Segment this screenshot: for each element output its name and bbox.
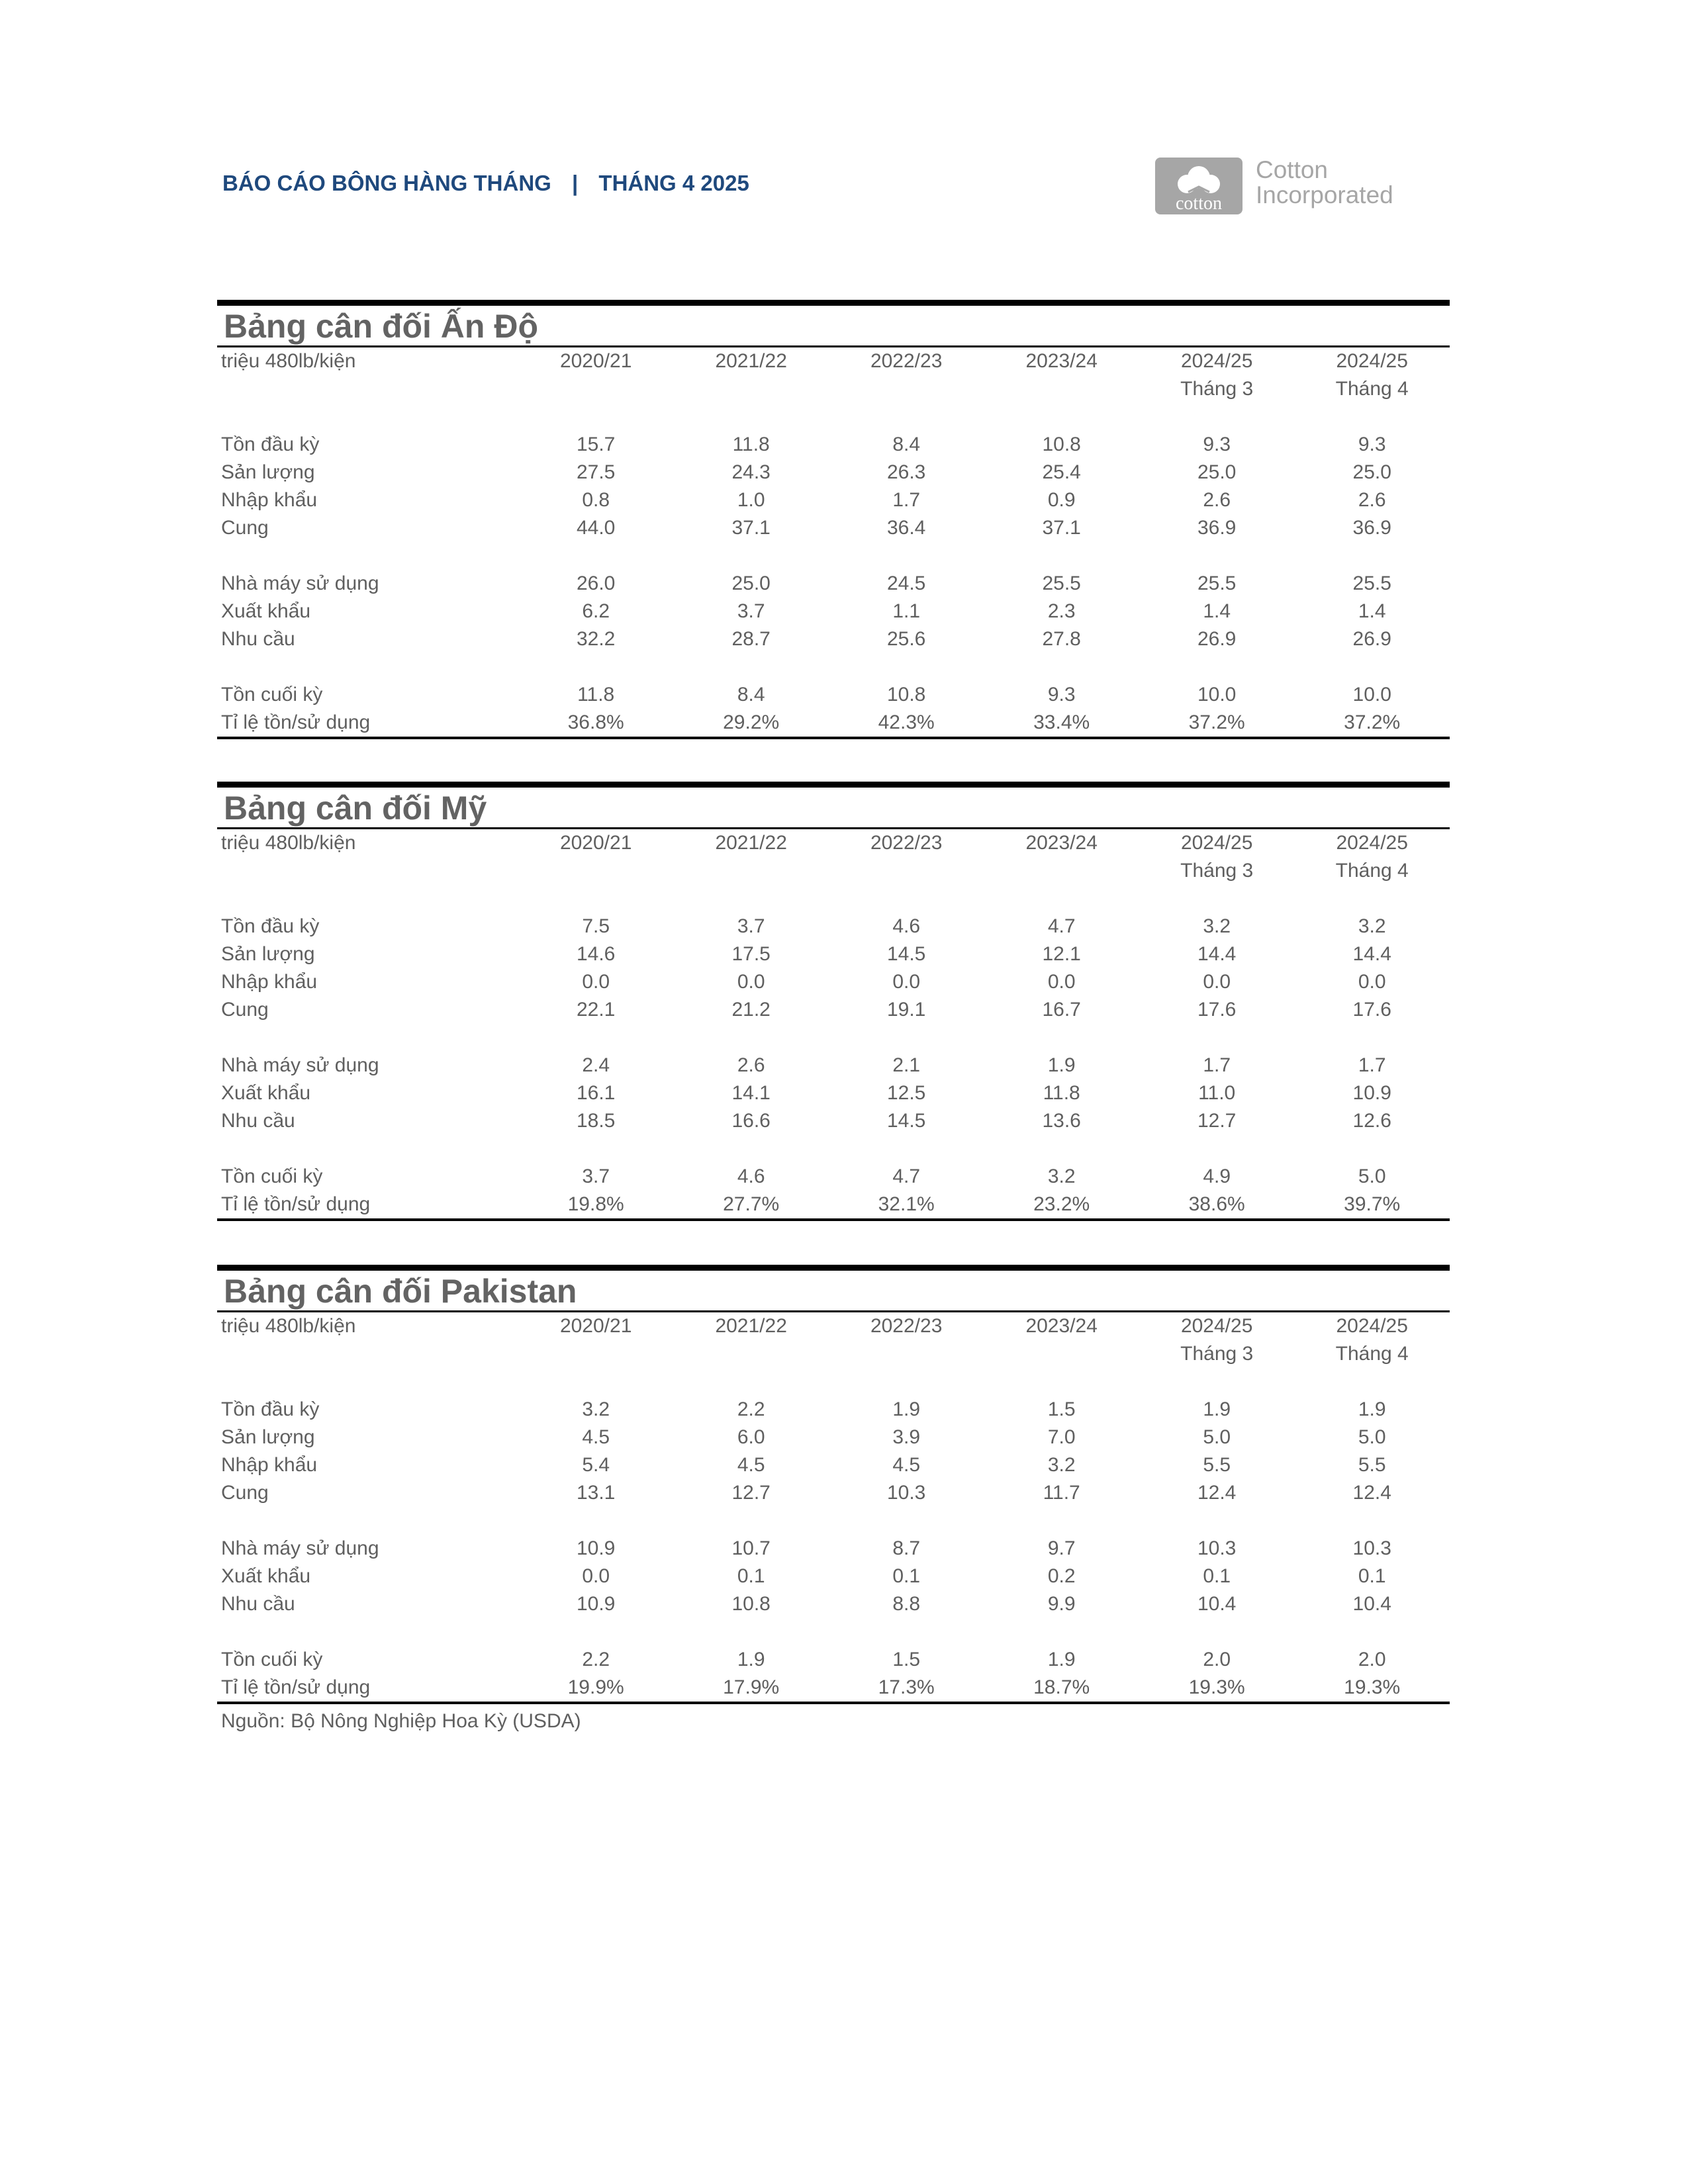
- table-row: [217, 1451, 1450, 1479]
- cell-value: 19.1: [886, 999, 926, 1021]
- cell-value: 9.3: [1203, 433, 1231, 455]
- table-row: [217, 913, 1450, 940]
- row-label: Sản lượng: [221, 1426, 315, 1448]
- cell-value: 32.1%: [878, 1193, 935, 1215]
- cell-value: 5.4: [582, 1454, 610, 1476]
- column-header-year: 2020/21: [559, 350, 632, 372]
- cell-value: 29.2%: [723, 711, 780, 733]
- cell-value: 3.2: [1358, 915, 1386, 937]
- unit-label: triệu 480lb/kiện: [221, 350, 356, 372]
- balance-table-section: [217, 300, 1450, 739]
- header-separator: |: [572, 171, 579, 195]
- cell-value: 1.9: [1047, 1649, 1076, 1670]
- cell-value: 2.4: [582, 1054, 610, 1076]
- table-row: [217, 1163, 1450, 1191]
- table-row: [217, 1191, 1450, 1218]
- cell-value: 17.6: [1197, 999, 1237, 1021]
- cell-value: 0.0: [1047, 971, 1076, 993]
- bottom-rule: [217, 737, 1450, 739]
- subheader-row: [217, 1340, 1450, 1368]
- cell-value: 25.5: [1042, 572, 1081, 594]
- column-header-month: Tháng 3: [1180, 378, 1254, 400]
- row-label: Sản lượng: [221, 943, 315, 965]
- cell-value: 27.7%: [723, 1193, 780, 1215]
- cell-value: 14.6: [576, 943, 616, 965]
- row-label: Nhu cầu: [221, 1110, 295, 1132]
- cell-value: 10.4: [1352, 1593, 1391, 1615]
- column-header-month: [984, 857, 1139, 885]
- cell-value: 14.4: [1352, 943, 1391, 965]
- column-header-month: [984, 1340, 1139, 1368]
- cell-value: 9.3: [1047, 684, 1076, 705]
- row-label: Tỉ lệ tồn/sử dụng: [221, 711, 371, 733]
- cell-value: 13.1: [576, 1482, 616, 1504]
- cell-value: 1.7: [1203, 1054, 1231, 1076]
- column-header-month: [829, 375, 984, 403]
- cell-value: 4.5: [582, 1426, 610, 1448]
- cell-value: 5.0: [1358, 1426, 1386, 1448]
- row-label: Xuất khẩu: [221, 600, 311, 622]
- table-row: [217, 1107, 1450, 1135]
- header-row: [217, 347, 1450, 375]
- cell-value: 26.9: [1197, 628, 1237, 650]
- cell-value: 14.1: [731, 1082, 771, 1104]
- cell-value: 36.9: [1197, 517, 1237, 539]
- cell-value: 19.3%: [1344, 1676, 1401, 1698]
- table-row: [217, 625, 1450, 653]
- cell-value: 4.7: [1047, 915, 1076, 937]
- table-row: [217, 570, 1450, 598]
- cell-value: 27.5: [576, 461, 616, 483]
- cell-value: 1.0: [737, 489, 765, 511]
- cell-value: 14.5: [886, 1110, 926, 1132]
- cell-value: 10.3: [886, 1482, 926, 1504]
- logo-line-1: Cotton: [1256, 156, 1329, 183]
- cell-value: 2.0: [1203, 1649, 1231, 1670]
- column-header-year: 2021/22: [715, 350, 787, 372]
- unit-label: triệu 480lb/kiện: [221, 1315, 356, 1337]
- cell-value: 0.1: [1203, 1565, 1231, 1587]
- cell-value: 1.4: [1358, 600, 1386, 622]
- top-rule: [217, 1265, 1450, 1271]
- cell-value: 4.6: [737, 1165, 765, 1187]
- cell-value: 38.6%: [1188, 1193, 1245, 1215]
- column-header-month: [518, 375, 674, 403]
- cell-value: 7.0: [1047, 1426, 1076, 1448]
- bottom-rule: [217, 1702, 1450, 1704]
- cell-value: 1.7: [892, 489, 921, 511]
- table-title: Bảng cân đối Mỹ: [224, 790, 487, 827]
- table-title: Bảng cân đối Ấn Độ: [224, 308, 538, 345]
- subheader-row: [217, 375, 1450, 403]
- table-row: [217, 968, 1450, 996]
- cell-value: 14.5: [886, 943, 926, 965]
- cell-value: 4.5: [892, 1454, 921, 1476]
- cell-value: 10.8: [731, 1593, 771, 1615]
- cell-value: 10.0: [1197, 684, 1237, 705]
- cell-value: 5.5: [1203, 1454, 1231, 1476]
- column-header-year: 2024/25: [1336, 832, 1408, 854]
- row-label: Sản lượng: [221, 461, 315, 483]
- cell-value: 26.0: [576, 572, 616, 594]
- column-header-year: 2022/23: [870, 350, 943, 372]
- cell-value: 12.7: [1197, 1110, 1237, 1132]
- table-row: [217, 709, 1450, 737]
- table-row: [217, 1396, 1450, 1424]
- row-label: Cung: [221, 517, 269, 539]
- cell-value: 2.2: [582, 1649, 610, 1670]
- cell-value: 17.5: [731, 943, 771, 965]
- cell-value: 3.7: [582, 1165, 610, 1187]
- cell-value: 5.0: [1358, 1165, 1386, 1187]
- cell-value: 11.8: [1043, 1082, 1080, 1104]
- cell-value: 1.4: [1203, 600, 1231, 622]
- column-header-year: 2023/24: [1025, 1315, 1098, 1337]
- cell-value: 17.9%: [723, 1676, 780, 1698]
- spacer-row: [217, 403, 1450, 431]
- cell-value: 1.7: [1358, 1054, 1386, 1076]
- cell-value: 12.5: [886, 1082, 926, 1104]
- bottom-rule: [217, 1218, 1450, 1221]
- cell-value: 22.1: [576, 999, 616, 1021]
- cell-value: 11.8: [577, 684, 615, 705]
- column-header-year: 2023/24: [1025, 832, 1098, 854]
- row-label: Nhu cầu: [221, 1593, 295, 1615]
- balance-table-section: [217, 782, 1450, 1221]
- column-header-month: [673, 1340, 829, 1368]
- column-header-month: Tháng 4: [1335, 1343, 1409, 1365]
- cell-value: 3.2: [1047, 1165, 1076, 1187]
- row-label: Tồn đầu kỳ: [221, 433, 320, 455]
- cell-value: 4.7: [892, 1165, 921, 1187]
- column-header-year: 2021/22: [715, 1315, 787, 1337]
- cell-value: 10.3: [1352, 1537, 1391, 1559]
- spacer-row: [217, 542, 1450, 570]
- cell-value: 17.6: [1352, 999, 1391, 1021]
- row-label: Cung: [221, 999, 269, 1021]
- cell-value: 5.0: [1203, 1426, 1231, 1448]
- cell-value: 11.0: [1198, 1082, 1236, 1104]
- cell-value: 17.3%: [878, 1676, 935, 1698]
- cell-value: 1.9: [737, 1649, 765, 1670]
- cell-value: 1.5: [892, 1649, 921, 1670]
- cell-value: 11.7: [1043, 1482, 1080, 1504]
- cell-value: 37.1: [731, 517, 771, 539]
- cell-value: 10.8: [1042, 433, 1081, 455]
- cell-value: 24.3: [731, 461, 771, 483]
- table-title: Bảng cân đối Pakistan: [224, 1273, 577, 1310]
- cell-value: 24.5: [886, 572, 926, 594]
- cell-value: 36.9: [1352, 517, 1391, 539]
- cell-value: 0.1: [892, 1565, 921, 1587]
- cell-value: 6.0: [737, 1426, 765, 1448]
- row-label: Xuất khẩu: [221, 1565, 311, 1587]
- cell-value: 1.9: [892, 1398, 921, 1420]
- column-header-year: 2024/25: [1336, 1315, 1408, 1337]
- cell-value: 9.7: [1047, 1537, 1076, 1559]
- cell-value: 10.0: [1352, 684, 1391, 705]
- cell-value: 12.4: [1197, 1482, 1237, 1504]
- cell-value: 9.9: [1047, 1593, 1076, 1615]
- table-row: [217, 1479, 1450, 1507]
- cell-value: 0.9: [1047, 489, 1076, 511]
- cell-value: 2.6: [737, 1054, 765, 1076]
- cell-value: 36.8%: [567, 711, 624, 733]
- column-header-month: Tháng 4: [1335, 860, 1409, 882]
- cell-value: 8.8: [892, 1593, 921, 1615]
- cell-value: 21.2: [731, 999, 771, 1021]
- cell-value: 2.0: [1358, 1649, 1386, 1670]
- cell-value: 1.5: [1047, 1398, 1076, 1420]
- cell-value: 15.7: [576, 433, 616, 455]
- column-header-month: [673, 375, 829, 403]
- column-header-year: 2021/22: [715, 832, 787, 854]
- row-label: Nhập khẩu: [221, 971, 318, 993]
- table-row: [217, 1424, 1450, 1451]
- cell-value: 0.8: [582, 489, 610, 511]
- cell-value: 14.4: [1197, 943, 1237, 965]
- cell-value: 19.8%: [567, 1193, 624, 1215]
- table-row: [217, 1590, 1450, 1618]
- logo-mark-text: cotton: [1176, 193, 1222, 214]
- table-row: [217, 1535, 1450, 1563]
- table-row: [217, 996, 1450, 1024]
- spacer-row: [217, 1507, 1450, 1535]
- cell-value: 3.9: [892, 1426, 921, 1448]
- cell-value: 12.1: [1042, 943, 1081, 965]
- column-header-year: 2020/21: [559, 832, 632, 854]
- cell-value: 12.4: [1352, 1482, 1391, 1504]
- table-row: [217, 940, 1450, 968]
- cell-value: 4.9: [1203, 1165, 1231, 1187]
- spacer-row: [217, 1368, 1450, 1396]
- cell-value: 19.9%: [567, 1676, 624, 1698]
- table-row: [217, 1079, 1450, 1107]
- logo-line-2: Incorporated: [1256, 181, 1393, 208]
- cell-value: 39.7%: [1344, 1193, 1401, 1215]
- column-header-month: Tháng 4: [1335, 378, 1409, 400]
- cell-value: 10.9: [576, 1593, 616, 1615]
- column-header-month: Tháng 3: [1180, 1343, 1254, 1365]
- cell-value: 0.0: [1203, 971, 1231, 993]
- cell-value: 3.2: [1047, 1454, 1076, 1476]
- cell-value: 0.0: [892, 971, 921, 993]
- cell-value: 18.5: [576, 1110, 616, 1132]
- column-header-year: 2024/25: [1180, 350, 1253, 372]
- row-label: Xuất khẩu: [221, 1082, 311, 1104]
- cell-value: 0.0: [582, 971, 610, 993]
- table-row: [217, 486, 1450, 514]
- cell-value: 0.1: [1358, 1565, 1386, 1587]
- cell-value: 7.5: [582, 915, 610, 937]
- cell-value: 12.7: [731, 1482, 771, 1504]
- column-header-year: 2023/24: [1025, 350, 1098, 372]
- cell-value: 1.9: [1047, 1054, 1076, 1076]
- row-label: Tồn đầu kỳ: [221, 1398, 320, 1420]
- cell-value: 0.2: [1047, 1565, 1076, 1587]
- cell-value: 11.8: [732, 433, 770, 455]
- cell-value: 28.7: [731, 628, 771, 650]
- cell-value: 2.2: [737, 1398, 765, 1420]
- table-row: [217, 1646, 1450, 1674]
- row-label: Tồn cuối kỳ: [221, 1649, 323, 1670]
- column-header-month: Tháng 3: [1180, 860, 1254, 882]
- balance-table: [217, 1312, 1450, 1702]
- cell-value: 10.8: [886, 684, 926, 705]
- table-row: [217, 681, 1450, 709]
- cell-value: 3.2: [1203, 915, 1231, 937]
- column-header-year: 2022/23: [870, 832, 943, 854]
- row-label: Nhà máy sử dụng: [221, 1054, 379, 1076]
- cell-value: 25.5: [1197, 572, 1237, 594]
- cell-value: 0.0: [1358, 971, 1386, 993]
- cell-value: 25.0: [1352, 461, 1391, 483]
- cell-value: 26.9: [1352, 628, 1391, 650]
- cell-value: 2.6: [1358, 489, 1386, 511]
- cell-value: 3.2: [582, 1398, 610, 1420]
- cell-value: 2.6: [1203, 489, 1231, 511]
- table-row: [217, 459, 1450, 486]
- balance-table: [217, 829, 1450, 1218]
- cell-value: 19.3%: [1188, 1676, 1245, 1698]
- cell-value: 23.2%: [1033, 1193, 1090, 1215]
- column-header-year: 2020/21: [559, 1315, 632, 1337]
- cell-value: 16.1: [576, 1082, 616, 1104]
- cell-value: 4.6: [892, 915, 921, 937]
- column-header-year: 2024/25: [1336, 350, 1408, 372]
- cell-value: 5.5: [1358, 1454, 1386, 1476]
- cell-value: 37.1: [1042, 517, 1081, 539]
- table-row: [217, 1052, 1450, 1079]
- cell-value: 18.7%: [1033, 1676, 1090, 1698]
- row-label: Nhập khẩu: [221, 1454, 318, 1476]
- row-label: Tỉ lệ tồn/sử dụng: [221, 1193, 371, 1215]
- column-header-month: [829, 1340, 984, 1368]
- table-row: [217, 514, 1450, 542]
- cotton-boll-icon: [1155, 158, 1243, 214]
- cell-value: 10.4: [1197, 1593, 1237, 1615]
- cell-value: 2.3: [1047, 600, 1076, 622]
- cell-value: 1.9: [1358, 1398, 1386, 1420]
- subheader-row: [217, 857, 1450, 885]
- header-row: [217, 1312, 1450, 1340]
- row-label: Cung: [221, 1482, 269, 1504]
- column-header-month: [673, 857, 829, 885]
- report-header: [222, 171, 749, 196]
- row-label: Tồn cuối kỳ: [221, 684, 323, 705]
- cell-value: 32.2: [576, 628, 616, 650]
- column-header-month: [829, 857, 984, 885]
- cell-value: 13.6: [1042, 1110, 1081, 1132]
- cell-value: 2.1: [892, 1054, 921, 1076]
- row-label: Nhà máy sử dụng: [221, 1537, 379, 1559]
- row-label: Nhu cầu: [221, 628, 295, 650]
- cell-value: 16.7: [1042, 999, 1081, 1021]
- cell-value: 8.4: [737, 684, 765, 705]
- unit-label: triệu 480lb/kiện: [221, 832, 356, 854]
- cell-value: 1.9: [1203, 1398, 1231, 1420]
- cell-value: 8.4: [892, 433, 921, 455]
- cell-value: 9.3: [1358, 433, 1386, 455]
- cotton-incorporated-logo: [1155, 158, 1407, 217]
- source-note: Nguồn: Bộ Nông Nghiệp Hoa Kỳ (USDA): [221, 1710, 581, 1732]
- row-label: Nhà máy sử dụng: [221, 572, 379, 594]
- report-title: BÁO CÁO BÔNG HÀNG THÁNG: [222, 171, 551, 195]
- table-row: [217, 1674, 1450, 1702]
- table-row: [217, 598, 1450, 625]
- cell-value: 0.0: [582, 1565, 610, 1587]
- spacer-row: [217, 885, 1450, 913]
- cell-value: 0.1: [737, 1565, 765, 1587]
- cell-value: 25.4: [1042, 461, 1081, 483]
- spacer-row: [217, 653, 1450, 681]
- cell-value: 10.9: [1352, 1082, 1391, 1104]
- cell-value: 25.0: [731, 572, 771, 594]
- cell-value: 3.7: [737, 600, 765, 622]
- column-header-year: 2024/25: [1180, 1315, 1253, 1337]
- cell-value: 44.0: [576, 517, 616, 539]
- cell-value: 0.0: [737, 971, 765, 993]
- balance-table-section: [217, 1265, 1450, 1704]
- cell-value: 4.5: [737, 1454, 765, 1476]
- cell-value: 12.6: [1352, 1110, 1391, 1132]
- top-rule: [217, 300, 1450, 306]
- cell-value: 3.7: [737, 915, 765, 937]
- column-header-month: [518, 1340, 674, 1368]
- cell-value: 33.4%: [1033, 711, 1090, 733]
- column-header-year: 2022/23: [870, 1315, 943, 1337]
- report-date: THÁNG 4 2025: [598, 171, 749, 195]
- cell-value: 27.8: [1042, 628, 1081, 650]
- row-label: Tỉ lệ tồn/sử dụng: [221, 1676, 371, 1698]
- cell-value: 10.7: [731, 1537, 771, 1559]
- logo-wordmark: [1256, 158, 1393, 208]
- cell-value: 42.3%: [878, 711, 935, 733]
- cell-value: 16.6: [731, 1110, 771, 1132]
- cell-value: 25.5: [1352, 572, 1391, 594]
- cell-value: 26.3: [886, 461, 926, 483]
- spacer-row: [217, 1135, 1450, 1163]
- cell-value: 37.2%: [1344, 711, 1401, 733]
- column-header-month: [518, 857, 674, 885]
- cell-value: 25.6: [886, 628, 926, 650]
- row-label: Tồn đầu kỳ: [221, 915, 320, 937]
- header-row: [217, 829, 1450, 857]
- table-row: [217, 431, 1450, 459]
- top-rule: [217, 782, 1450, 788]
- table-row: [217, 1563, 1450, 1590]
- cell-value: 36.4: [886, 517, 926, 539]
- row-label: Nhập khẩu: [221, 489, 318, 511]
- cell-value: 1.1: [892, 600, 921, 622]
- cell-value: 6.2: [582, 600, 610, 622]
- cell-value: 8.7: [892, 1537, 921, 1559]
- spacer-row: [217, 1024, 1450, 1052]
- column-header-year: 2024/25: [1180, 832, 1253, 854]
- row-label: Tồn cuối kỳ: [221, 1165, 323, 1187]
- cell-value: 25.0: [1197, 461, 1237, 483]
- cell-value: 37.2%: [1188, 711, 1245, 733]
- cell-value: 10.9: [576, 1537, 616, 1559]
- cell-value: 10.3: [1197, 1537, 1237, 1559]
- spacer-row: [217, 1618, 1450, 1646]
- column-header-month: [984, 375, 1139, 403]
- balance-table: [217, 347, 1450, 737]
